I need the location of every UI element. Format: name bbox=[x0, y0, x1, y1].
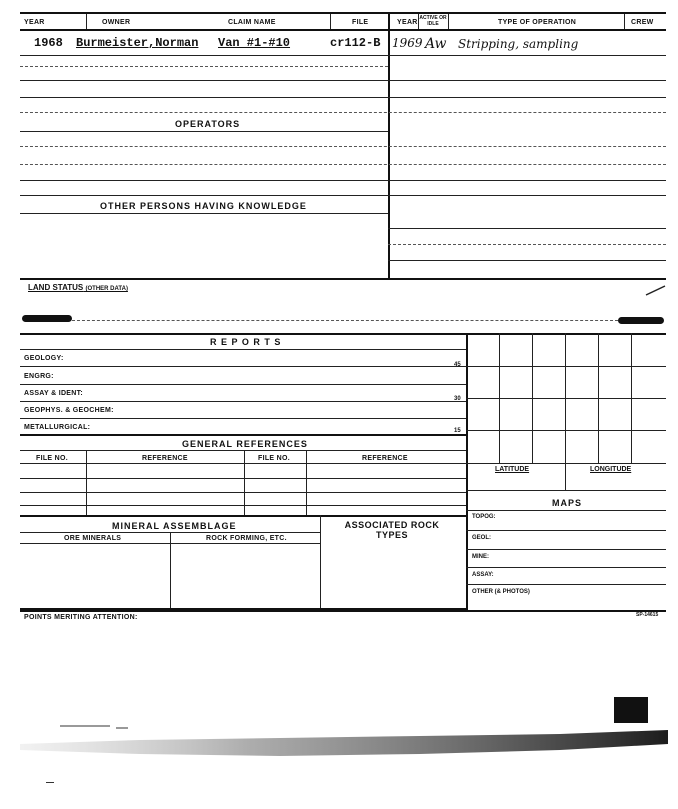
maps-heading: MAPS bbox=[552, 498, 583, 508]
scale-45: 45 bbox=[454, 362, 461, 368]
maps-topog: TOPOG: bbox=[472, 514, 496, 520]
gen-ref-file-no: FILE NO. bbox=[36, 455, 68, 462]
longitude-label: LONGITUDE bbox=[590, 466, 632, 473]
report-assay: ASSAY & IDENT: bbox=[24, 390, 84, 397]
entry-active: Aw bbox=[425, 36, 447, 52]
maps-rule bbox=[466, 549, 666, 550]
land-status-top-rule bbox=[20, 278, 666, 280]
land-status-sublabel: (OTHER DATA) bbox=[85, 286, 128, 292]
operators-line bbox=[20, 164, 666, 165]
report-engrg: ENGRG: bbox=[24, 373, 54, 380]
scan-noise-band bbox=[20, 720, 668, 770]
other-persons-line bbox=[388, 260, 666, 261]
header-bottom-rule bbox=[20, 29, 666, 31]
header-year: YEAR bbox=[24, 19, 45, 26]
mineral-assemblage-heading: MINERAL ASSEMBLAGE bbox=[112, 521, 237, 531]
scan-speck bbox=[46, 782, 54, 783]
operators-rule bbox=[20, 131, 388, 132]
ore-minerals-label: ORE MINERALS bbox=[64, 535, 122, 542]
latitude-label: LATITUDE bbox=[495, 466, 530, 473]
maps-rule bbox=[466, 584, 666, 585]
maps-geol: GEOL: bbox=[472, 535, 491, 541]
gen-ref-reference-2: REFERENCE bbox=[362, 455, 408, 462]
entry-claim-name: Van #1-#10 bbox=[218, 36, 291, 50]
scale-30: 30 bbox=[454, 396, 461, 402]
grid-line bbox=[565, 333, 566, 491]
entry-line bbox=[20, 97, 666, 98]
entry-year: 1968 bbox=[34, 36, 63, 50]
grid-line bbox=[466, 463, 666, 464]
maps-rule bbox=[466, 510, 666, 511]
reports-bottom-rule bbox=[20, 434, 466, 436]
report-geophys: GEOPHYS. & GEOCHEM: bbox=[24, 407, 114, 414]
gen-ref-divider bbox=[306, 450, 307, 515]
land-status-line bbox=[72, 320, 618, 321]
entry-operation: Stripping, sampling bbox=[458, 37, 579, 51]
header-file: FILE bbox=[352, 19, 369, 26]
maps-rule bbox=[466, 530, 666, 531]
right-panel-divider bbox=[466, 333, 468, 610]
operators-line bbox=[20, 195, 666, 196]
gen-ref-divider bbox=[244, 450, 245, 515]
maps-assay: ASSAY: bbox=[472, 572, 494, 578]
header-claim-name: CLAIM NAME bbox=[228, 19, 276, 26]
reports-rule bbox=[20, 366, 466, 367]
reports-heading: R E P O R T S bbox=[210, 337, 282, 347]
gen-ref-reference: REFERENCE bbox=[142, 455, 188, 462]
mineral-divider bbox=[320, 515, 321, 608]
gen-ref-file-no-2: FILE NO. bbox=[258, 455, 290, 462]
header-crew: CREW bbox=[631, 19, 654, 26]
scale-15: 15 bbox=[454, 428, 461, 434]
form-id: SP-14615 bbox=[636, 612, 659, 618]
maps-rule bbox=[466, 490, 666, 491]
reports-rule bbox=[20, 384, 466, 385]
operators-line bbox=[20, 146, 666, 147]
header-active-or-idle: ACTIVE OR IDLE bbox=[419, 15, 447, 27]
entry-line bbox=[20, 80, 666, 81]
rock-forming-label: ROCK FORMING, ETC. bbox=[206, 535, 287, 542]
header-divider bbox=[86, 14, 87, 29]
reports-rule bbox=[20, 349, 466, 350]
other-persons-heading: OTHER PERSONS HAVING KNOWLEDGE bbox=[100, 201, 307, 211]
entry-op-year: 1969 bbox=[392, 36, 423, 50]
header-divider bbox=[330, 14, 331, 29]
reports-rule bbox=[20, 418, 466, 419]
redaction-bar-left bbox=[22, 315, 72, 322]
entry-line bbox=[20, 66, 388, 67]
header-type-of-operation: TYPE OF OPERATION bbox=[498, 19, 577, 26]
associated-rock-types-heading: ASSOCIATED ROCK TYPES bbox=[344, 520, 440, 540]
entry-line bbox=[20, 112, 666, 113]
grid-line bbox=[466, 398, 666, 399]
grid-line bbox=[466, 366, 666, 367]
entry-owner: Burmeister,Norman bbox=[76, 36, 199, 50]
maps-rule bbox=[466, 567, 666, 568]
general-references-heading: GENERAL REFERENCES bbox=[182, 439, 308, 449]
maps-mine: MINE: bbox=[472, 554, 489, 560]
grid-line bbox=[466, 430, 666, 431]
gen-ref-bottom-rule bbox=[20, 515, 466, 517]
header-divider bbox=[624, 14, 625, 29]
maps-other: OTHER (& PHOTOS) bbox=[472, 589, 530, 595]
mineral-divider bbox=[170, 532, 171, 608]
header-divider bbox=[448, 14, 449, 29]
entry-file: cr112-B bbox=[330, 36, 381, 50]
other-persons-line bbox=[388, 244, 666, 245]
operators-line bbox=[20, 180, 666, 181]
header-owner: OWNER bbox=[102, 19, 131, 26]
header-divider bbox=[418, 14, 419, 29]
operators-heading: OPERATORS bbox=[175, 119, 241, 129]
gen-ref-divider bbox=[86, 450, 87, 515]
reports-rule bbox=[20, 401, 466, 402]
pen-mark bbox=[645, 283, 667, 297]
points-meriting-label: POINTS MERITING ATTENTION: bbox=[24, 614, 138, 621]
entry-line bbox=[20, 55, 666, 56]
points-top-rule bbox=[20, 610, 666, 612]
report-geology: GEOLOGY: bbox=[24, 355, 64, 362]
reports-top-rule bbox=[20, 333, 666, 335]
redaction-bar-right bbox=[618, 317, 664, 324]
other-persons-rule bbox=[20, 213, 388, 214]
header-year-2: YEAR bbox=[397, 19, 418, 26]
land-status-heading bbox=[28, 283, 128, 292]
report-metallurgical: METALLURGICAL: bbox=[24, 424, 91, 431]
land-status-label: LAND STATUS bbox=[28, 283, 84, 292]
top-rule bbox=[20, 12, 666, 14]
other-persons-line bbox=[388, 228, 666, 229]
